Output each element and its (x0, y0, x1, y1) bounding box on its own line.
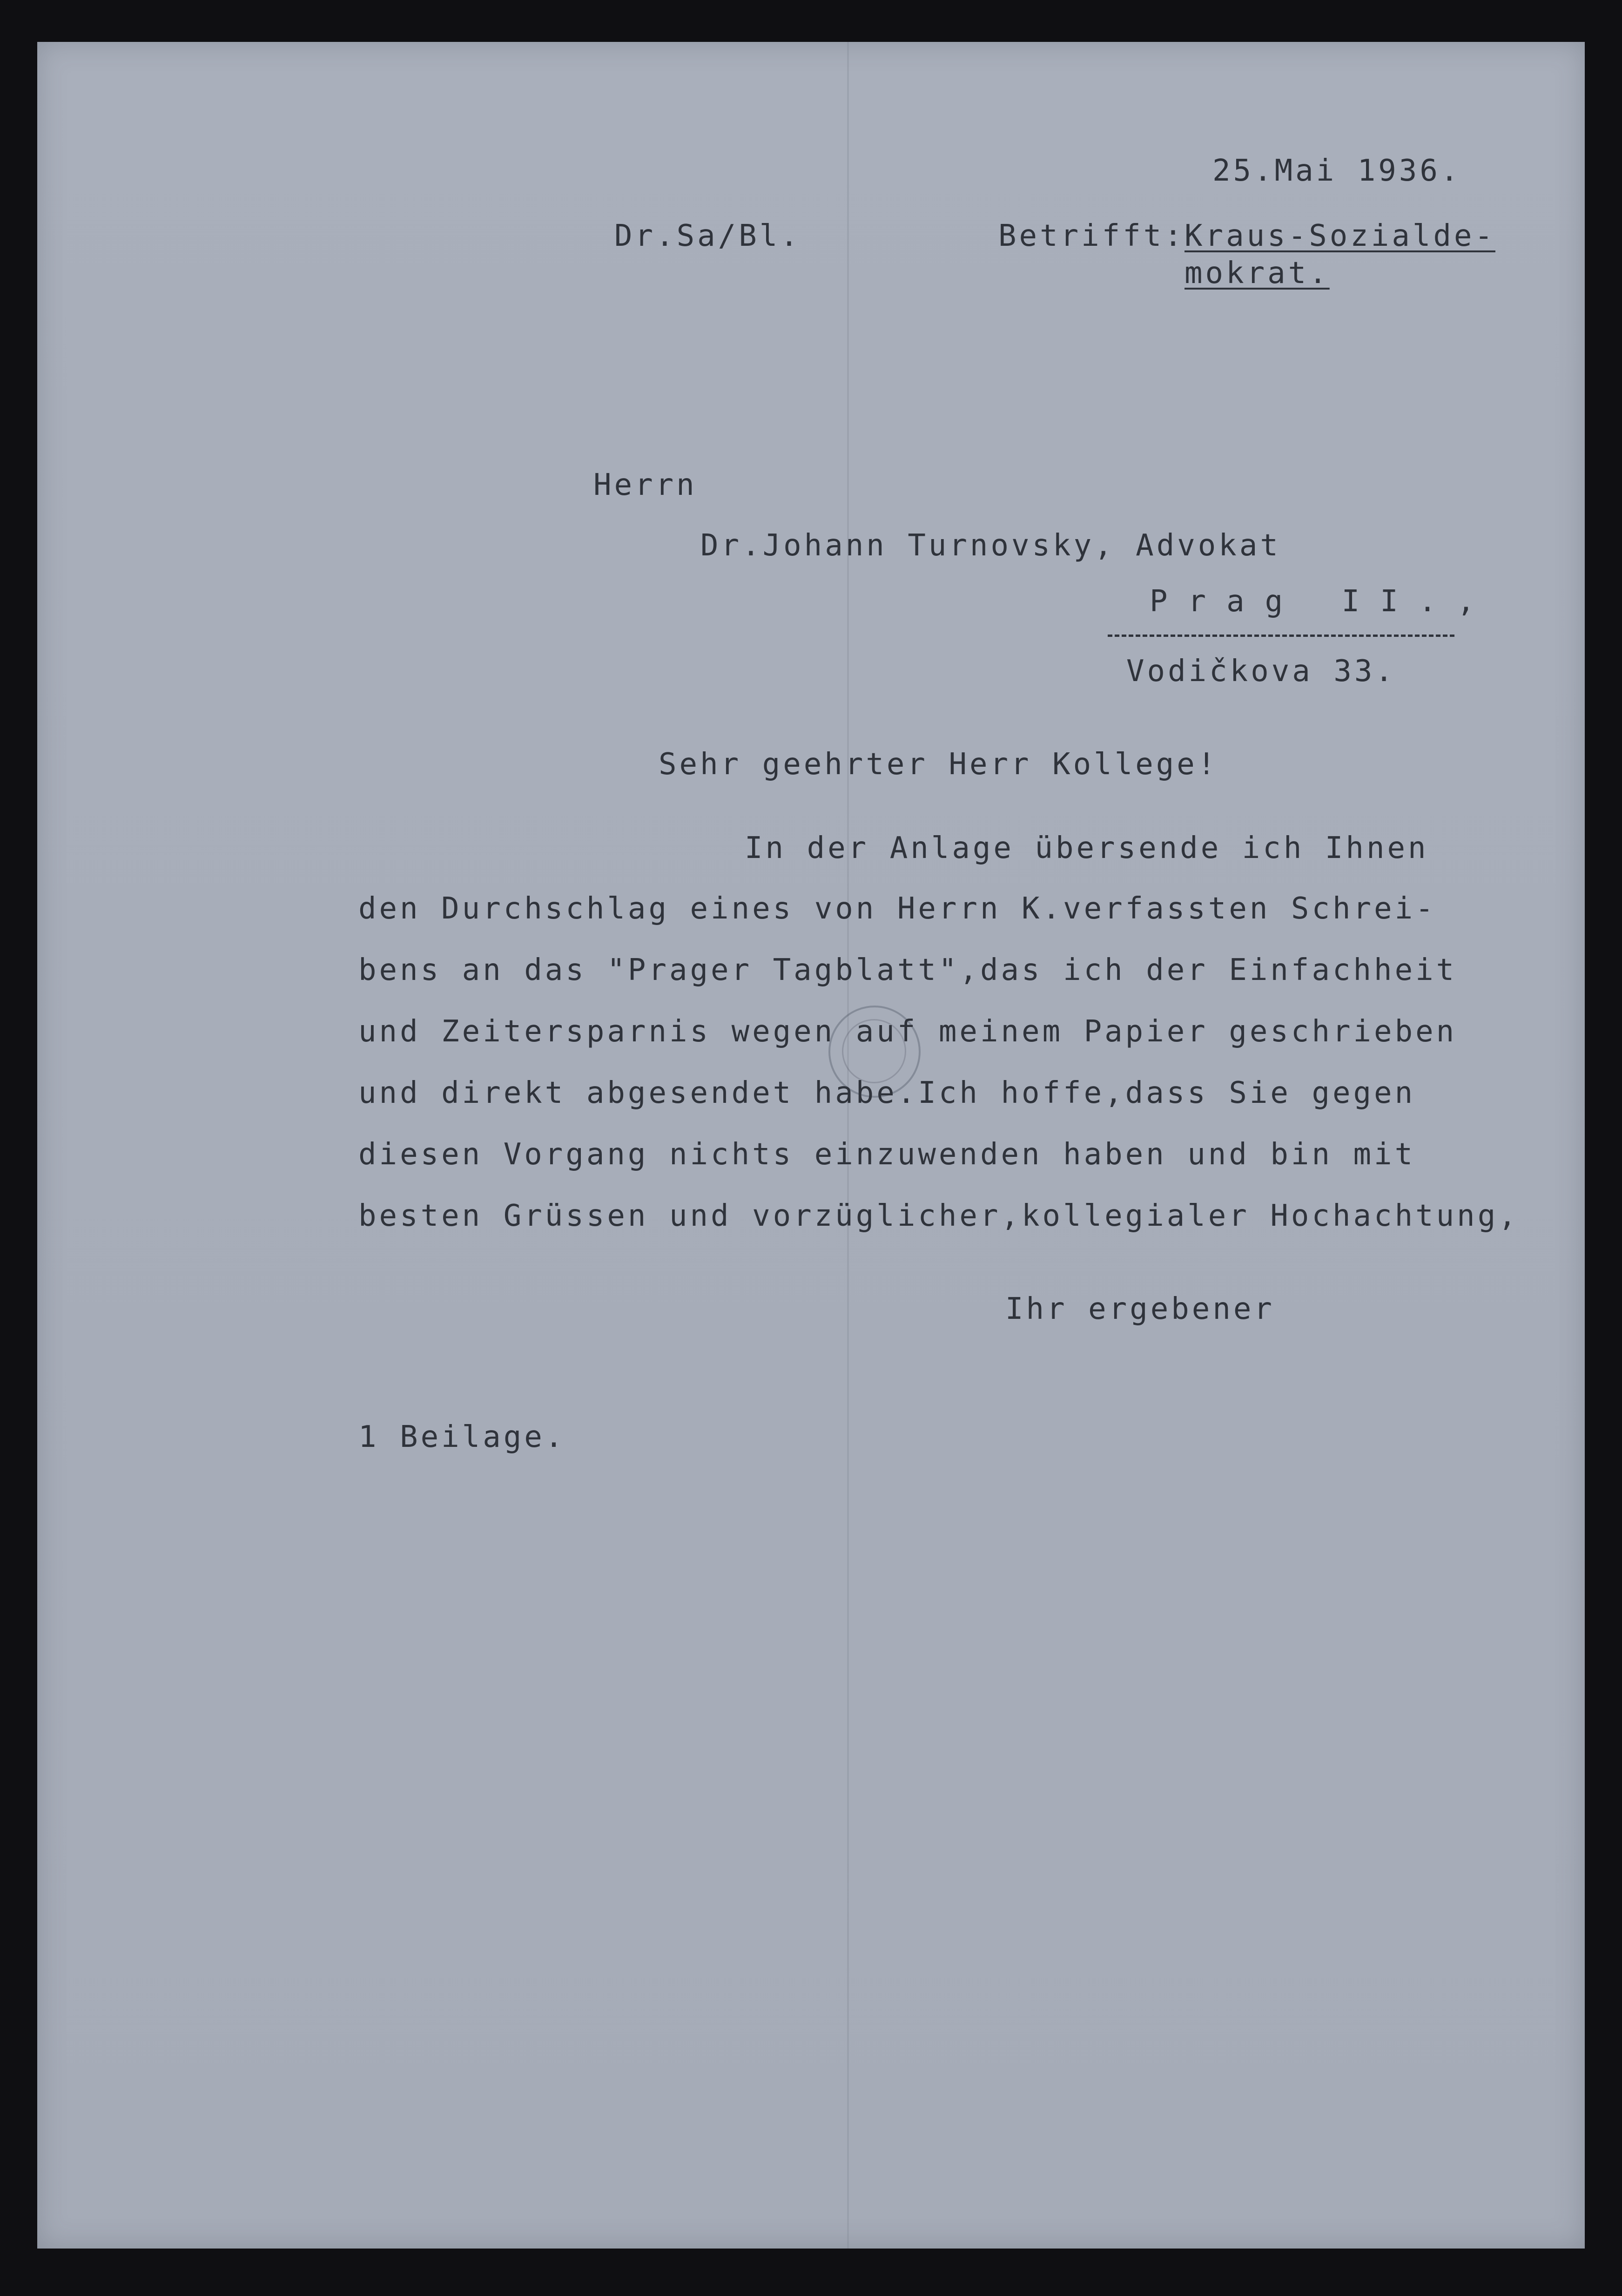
subject-label: Betrifft: (998, 219, 1185, 253)
body-line: den Durchschlag eines von Herrn K.verfassten Schrei- (358, 891, 1436, 926)
letter-sheet (37, 42, 1585, 2249)
recipient-street: Vodičkova 33. (1126, 654, 1396, 689)
body-line: und direkt abgesendet habe.Ich hoffe,dass Sie gegen (358, 1076, 1416, 1110)
body-line: In der Anlage übersende ich Ihnen (745, 831, 1429, 865)
recipient-name: Dr.Johann Turnovsky, Advokat (700, 528, 1281, 563)
letter-date: 25.Mai 1936. (1212, 154, 1461, 188)
recipient-title: Herrn (593, 468, 697, 502)
body-line: besten Grüssen und vorzüglicher,kollegialer Hochachtung, (358, 1199, 1519, 1233)
recipient-city: Prag II., (1150, 584, 1495, 619)
subject-line-1: Kraus-Sozialde- (1185, 219, 1495, 253)
closing: Ihr ergebener (1005, 1292, 1275, 1326)
body-line: diesen Vorgang nichts einzuwenden haben und bin mit (358, 1137, 1416, 1172)
enclosure-note: 1 Beilage. (358, 1420, 566, 1454)
subject-line-2: mokrat. (1185, 256, 1330, 290)
body-line: bens an das "Prager Tagblatt",das ich der Einfachheit (358, 953, 1457, 987)
body-line: und Zeitersparnis wegen auf meinem Papier geschrieben (358, 1014, 1457, 1049)
city-dashed-rule (1108, 635, 1454, 637)
reference-code: Dr.Sa/Bl. (614, 219, 801, 253)
greeting: Sehr geehrter Herr Kollege! (659, 747, 1218, 782)
